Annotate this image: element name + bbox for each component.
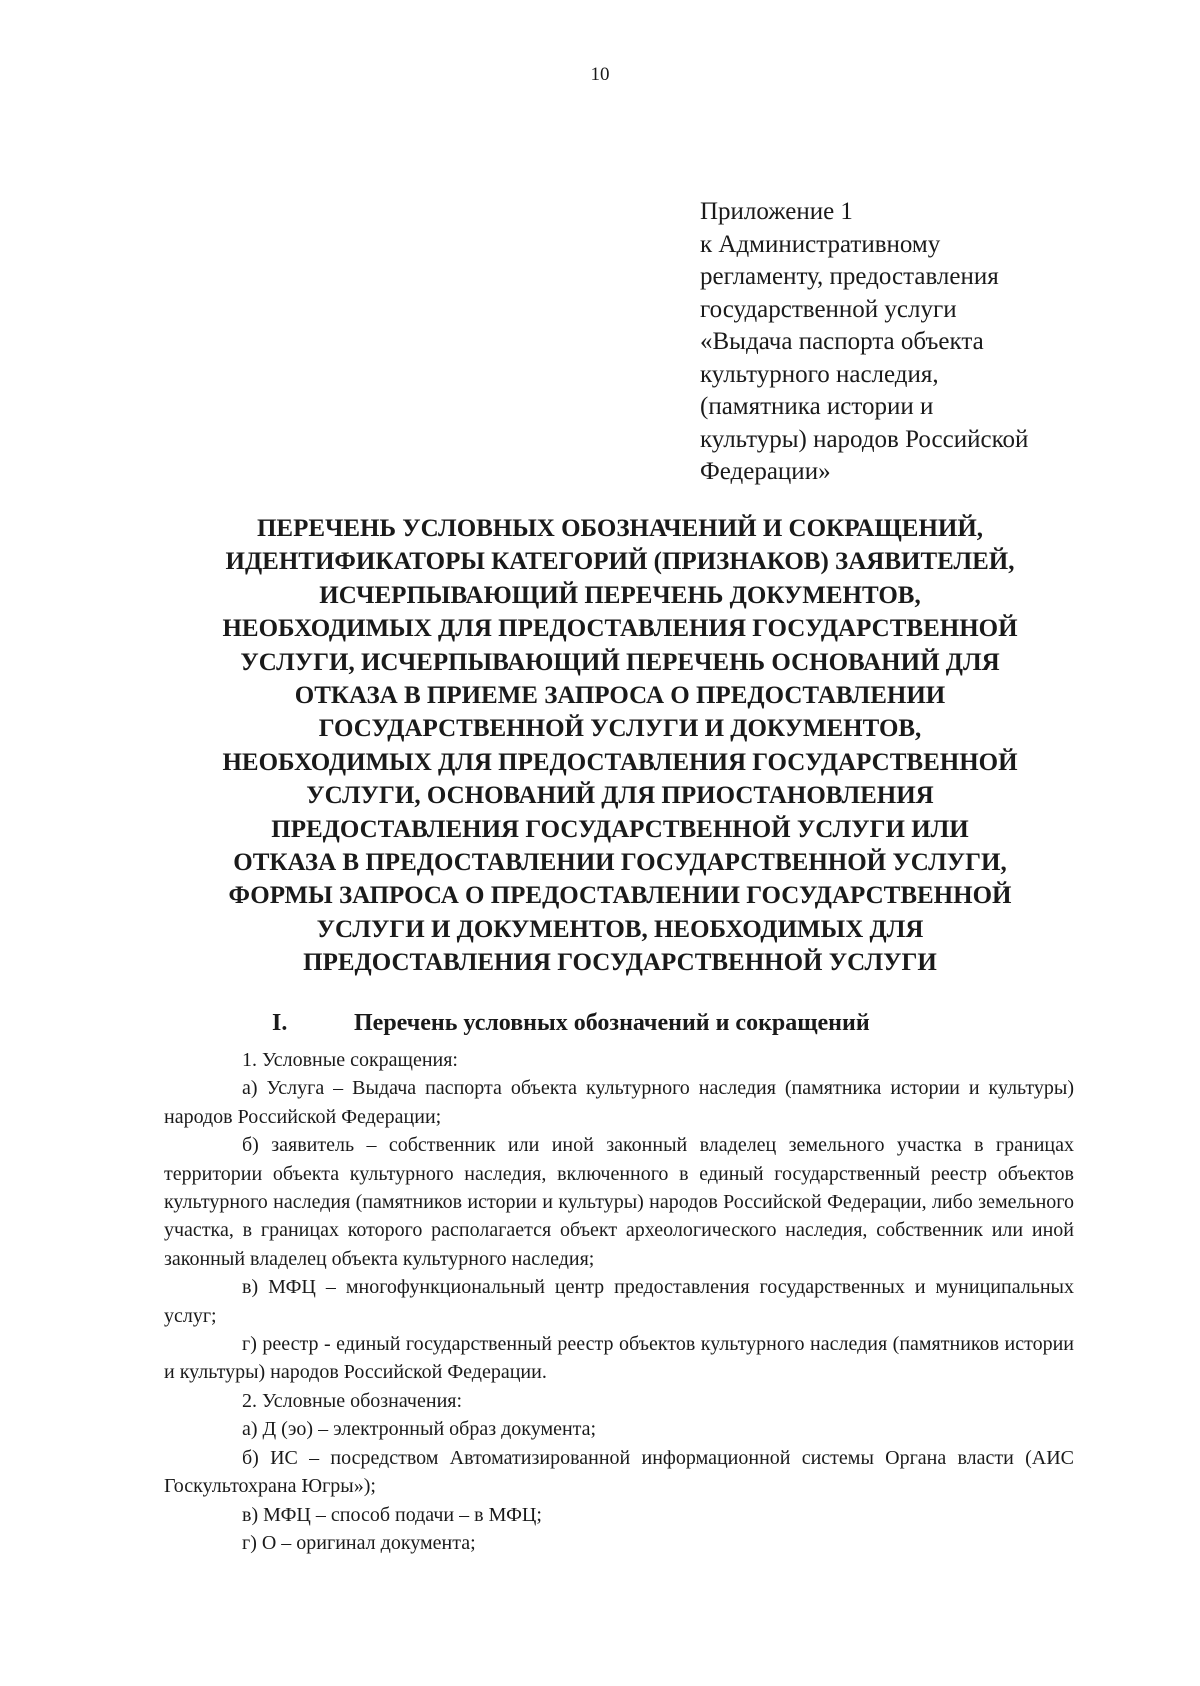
title-line: НЕОБХОДИМЫХ ДЛЯ ПРЕДОСТАВЛЕНИЯ ГОСУДАРСТВЕННОЙ: [222, 615, 1018, 643]
appendix-line: культурного наследия,: [700, 360, 939, 388]
title-line: ФОРМЫ ЗАПРОСА О ПРЕДОСТАВЛЕНИИ ГОСУДАРСТВЕННОЙ: [228, 882, 1012, 910]
appendix-line: «Выдача паспорта объекта: [700, 328, 984, 355]
paragraph: 1. Условные сокращения:: [242, 1049, 458, 1071]
paragraph: 2. Условные обозначения:: [242, 1389, 463, 1412]
title-line: ПРЕДОСТАВЛЕНИЯ ГОСУДАРСТВЕННОЙ УСЛУГИ: [303, 949, 937, 977]
paragraph: а) Услуга – Выдача паспорта объекта культурного наследия (памятника истории и культуры) народов Российской Федерации;: [164, 1077, 1074, 1128]
title-line: ИСЧЕРПЫВАЮЩИЙ ПЕРЕЧЕНЬ ДОКУМЕНТОВ,: [319, 581, 921, 609]
title-line: УСЛУГИ, ОСНОВАНИЙ ДЛЯ ПРИОСТАНОВЛЕНИЯ: [306, 782, 934, 810]
title-line: ОТКАЗА В ПРЕДОСТАВЛЕНИИ ГОСУДАРСТВЕННОЙ УСЛУГИ,: [233, 849, 1007, 877]
paragraph: б) ИС – посредством Автоматизированной информационной системы Органа власти (АИС Госкультохрана Югры»);: [164, 1446, 1074, 1498]
title-line: УСЛУГИ, ИСЧЕРПЫВАЮЩИЙ ПЕРЕЧЕНЬ ОСНОВАНИЙ ДЛЯ: [240, 648, 1000, 676]
appendix-line: к Административному: [700, 230, 941, 258]
paragraph: а) Д (эо) – электронный образ документа;: [242, 1418, 597, 1441]
appendix-line: Федерации»: [700, 458, 831, 485]
appendix-line: (памятника истории и: [700, 393, 934, 420]
page-number: 10: [590, 64, 610, 85]
paragraph: г) О – оригинал документа;: [242, 1531, 476, 1554]
section-number: I.: [272, 1010, 288, 1036]
paragraph: б) заявитель – собственник или иной законный владелец земельного участка в границах территории объекта культурного наследия, включенного в единый государственный реестр объектов культурного наследия (памятников истории и культуры) народов Российской Федерации, либо земельного участка, в границах которого располагается объект археологического наследия, собственник или иной законный владелец объекта культурного наследия;: [164, 1134, 1074, 1270]
appendix-block: [700, 196, 1120, 489]
body-text: [164, 1046, 1074, 1557]
title-line: ОТКАЗА В ПРИЕМЕ ЗАПРОСА О ПРЕДОСТАВЛЕНИИ: [294, 682, 946, 710]
title-line: УСЛУГИ И ДОКУМЕНТОВ, НЕОБХОДИМЫХ ДЛЯ: [316, 915, 924, 943]
appendix-line: регламенту, предоставления: [700, 263, 999, 290]
title-line: ИДЕНТИФИКАТОРЫ КАТЕГОРИЙ (ПРИЗНАКОВ) ЗАЯВИТЕЛЕЙ,: [225, 548, 1015, 576]
appendix-line: государственной услуги: [700, 295, 957, 323]
appendix-line: Приложение 1: [700, 198, 853, 225]
title-line: НЕОБХОДИМЫХ ДЛЯ ПРЕДОСТАВЛЕНИЯ ГОСУДАРСТВЕННОЙ: [222, 748, 1018, 776]
section-title: Перечень условных обозначений и сокращений: [354, 1010, 870, 1036]
paragraph: г) реестр - единый государственный реестр объектов культурного наследия (памятников истории и культуры) народов Российской Федерации.: [164, 1333, 1074, 1384]
title-line: ПЕРЕЧЕНЬ УСЛОВНЫХ ОБОЗНАЧЕНИЙ И СОКРАЩЕНИЙ,: [256, 515, 984, 542]
appendix-line: культуры) народов Российской: [700, 425, 1029, 453]
paragraph: в) МФЦ – многофункциональный центр предоставления государственных и муниципальных услуг;: [164, 1276, 1074, 1327]
section-heading: [272, 1008, 1072, 1038]
title-line: ГОСУДАРСТВЕННОЙ УСЛУГИ И ДОКУМЕНТОВ,: [318, 715, 922, 743]
paragraph: в) МФЦ – способ подачи – в МФЦ;: [242, 1503, 542, 1526]
title-line: ПРЕДОСТАВЛЕНИЯ ГОСУДАРСТВЕННОЙ УСЛУГИ ИЛИ: [271, 815, 969, 843]
document-title: [160, 512, 1080, 980]
